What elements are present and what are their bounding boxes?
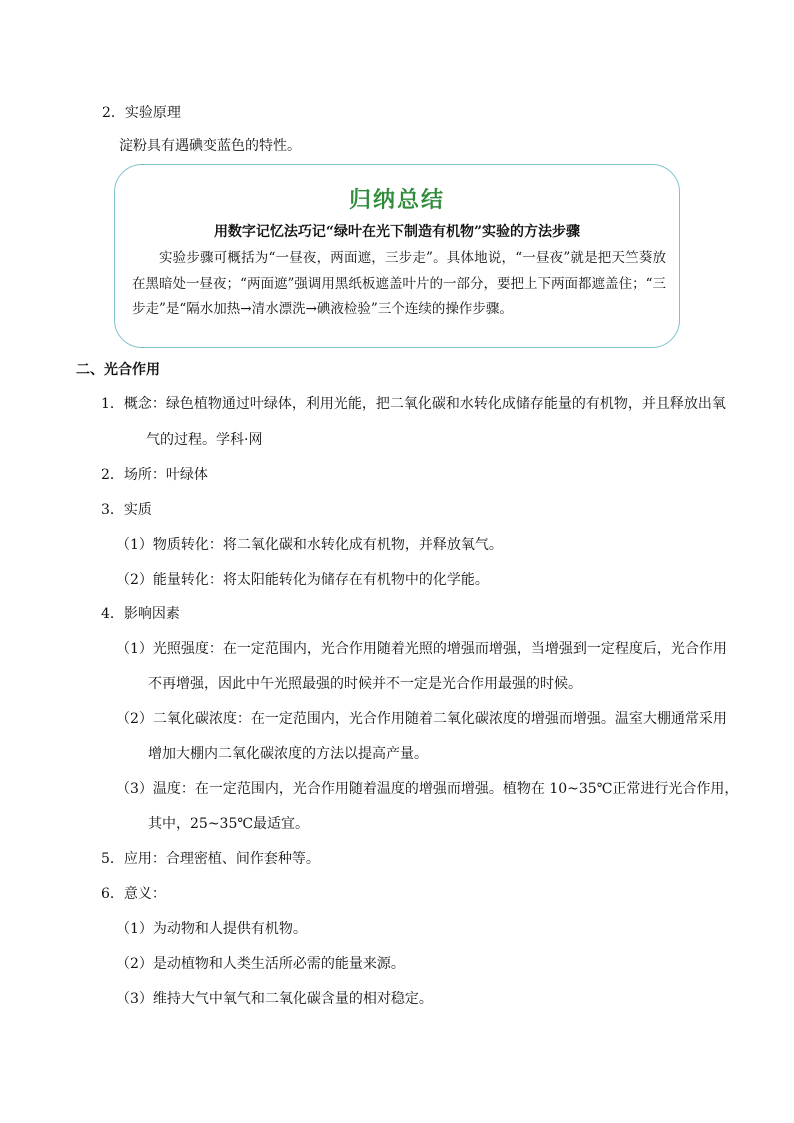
factor-2-line-2: 增加大棚内二氧化碳浓度的方法以提高产量。 [148, 746, 428, 762]
summary-title: 归纳总结 [348, 188, 445, 213]
principle-heading: 2．实验原理 [102, 105, 181, 121]
principle-text: 淀粉具有遇碘变蓝色的特性。 [119, 138, 301, 154]
application-line: 5．应用：合理密植、间作套种等。 [101, 851, 320, 867]
factor-3-line-1: （3）温度：在一定范围内，光合作用随着温度的增强而增强。植物在 10~35℃正常进行光合作用， [116, 781, 739, 797]
factor-2-line-1: （2）二氧化碳浓度：在一定范围内，光合作用随着二氧化碳浓度的增强而增强。温室大棚通常采用 [116, 711, 727, 727]
summary-body: 实验步骤可概括为“一昼夜，两面遮，三步走”。具体地说，“一昼夜”就是把天竺葵放在黑暗处一昼夜；“两面遮”强调用黑纸板遮盖叶片的一部分，要把上下两面都遮盖住；“三步走”是“隔水加热→清水漂洗→碘液检验”三个连续的操作步骤。 [132, 250, 666, 317]
meaning-heading: 6．意义： [101, 886, 166, 902]
concept-line-1: 1．概念：绿色植物通过叶绿体，利用光能，把二氧化碳和水转化成储存能量的有机物，并且释放出氧 [101, 396, 726, 412]
factor-1-line-1: （1）光照强度：在一定范围内，光合作用随着光照的增强而增强，当增强到一定程度后，光合作用 [116, 641, 727, 657]
section-heading: 二、光合作用 [76, 362, 160, 378]
factor-1-line-2: 不再增强，因此中午光照最强的时候并不一定是光合作用最强的时候。 [148, 676, 582, 692]
essence-item-2: （2）能量转化：将太阳能转化为储存在有机物中的化学能。 [116, 572, 489, 588]
essence-item-1: （1）物质转化：将二氧化碳和水转化成有机物，并释放氧气。 [116, 537, 503, 553]
meaning-item-3: （3）维持大气中氧气和二氧化碳含量的相对稳定。 [116, 991, 433, 1007]
factor-3-line-2: 其中，25~35℃最适宜。 [148, 816, 310, 832]
factors-heading: 4．影响因素 [101, 606, 180, 622]
summary-box [114, 164, 680, 348]
meaning-item-2: （2）是动植物和人类生活所必需的能量来源。 [116, 956, 405, 972]
essence-heading: 3．实质 [101, 502, 152, 518]
site-line: 2．场所：叶绿体 [101, 467, 208, 483]
concept-line-2: 气的过程。学科·网 [146, 432, 263, 448]
meaning-item-1: （1）为动物和人提供有机物。 [116, 921, 307, 937]
summary-subtitle: 用数字记忆法巧记“绿叶在光下制造有机物”实验的方法步骤 [213, 224, 581, 240]
